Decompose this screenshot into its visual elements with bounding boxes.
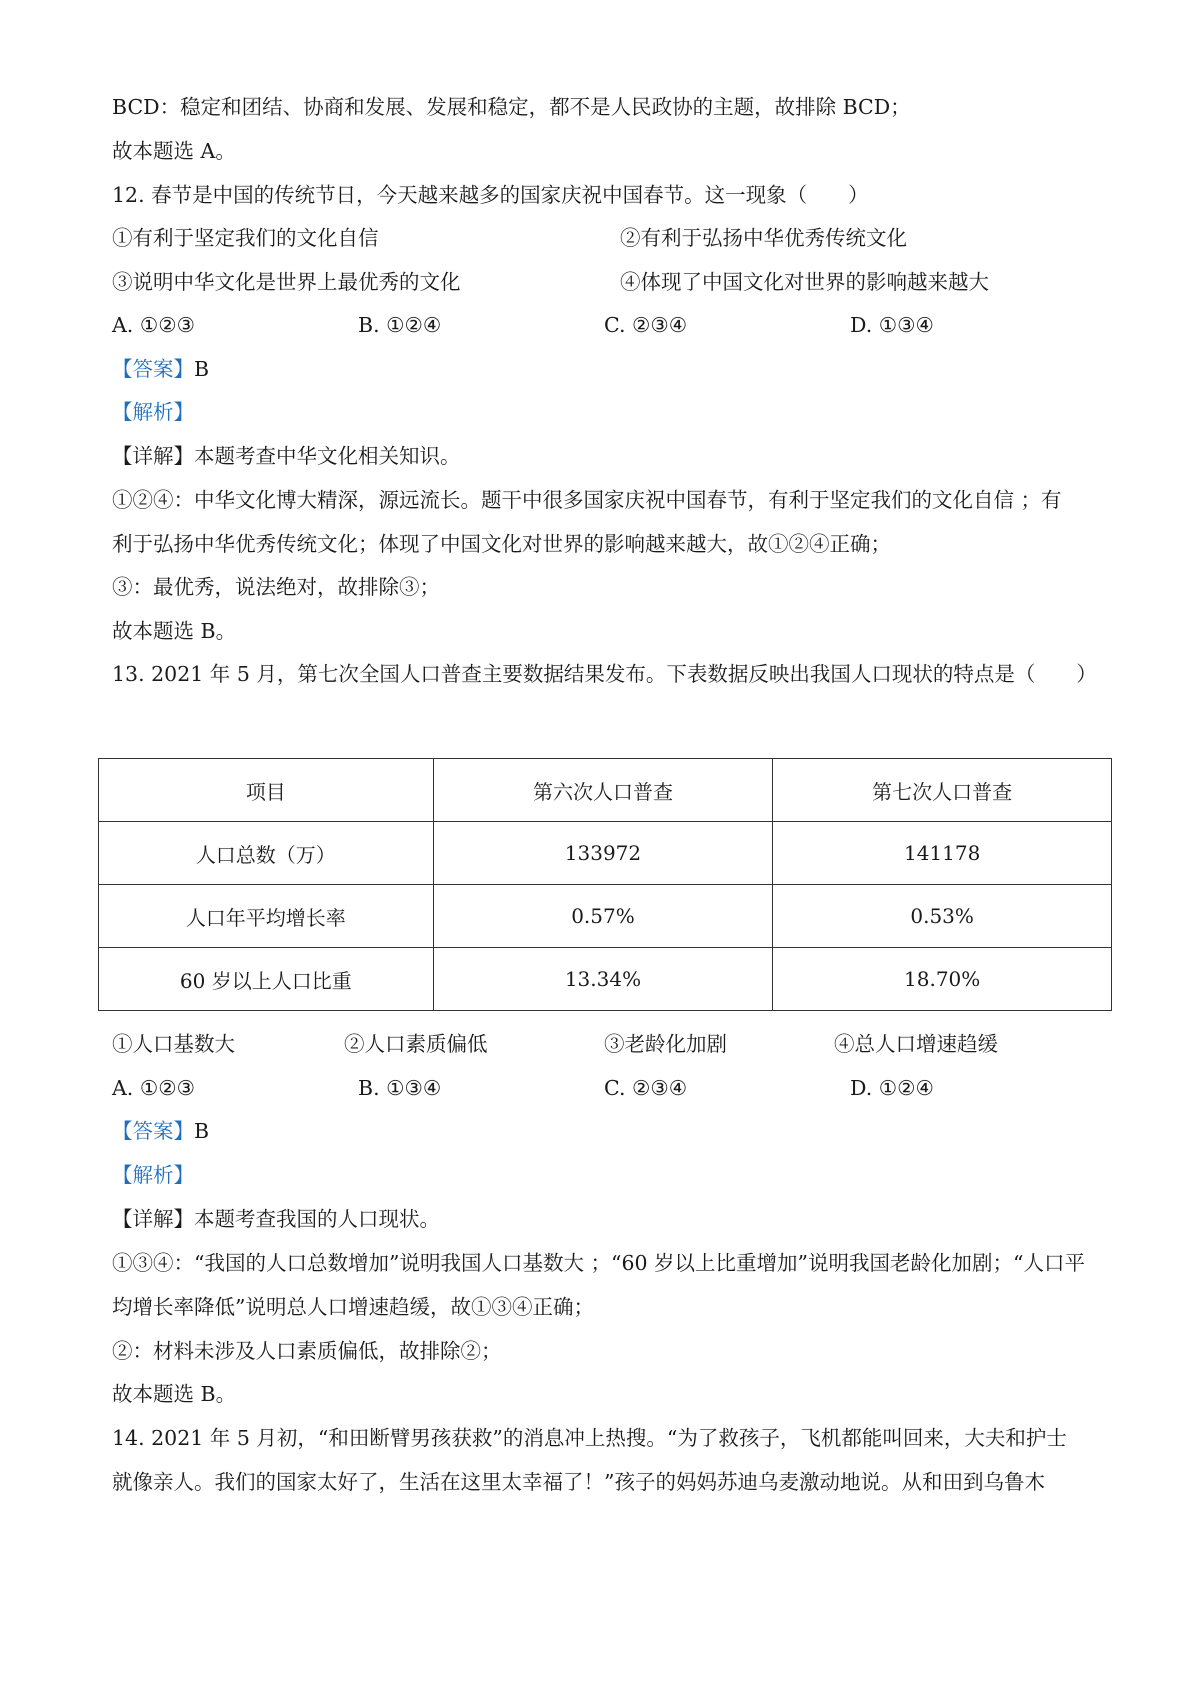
table-cell: 141178 bbox=[773, 822, 1112, 885]
table-cell: 人口总数（万） bbox=[99, 822, 434, 885]
q13-detail: 【详解】本题考查我国的人口现状。 bbox=[112, 1207, 440, 1231]
q12-answer bbox=[112, 355, 209, 383]
q12-statement-1: ①有利于坚定我们的文化自信 bbox=[112, 226, 379, 250]
q12-analysis-tag: 【解析】 bbox=[112, 400, 194, 424]
q13-statement-1: ①人口基数大 bbox=[112, 1032, 235, 1056]
q12-statement-2: ②有利于弘扬中华优秀传统文化 bbox=[620, 226, 907, 250]
q12-statement-4: ④体现了中国文化对世界的影响越来越大 bbox=[620, 270, 989, 294]
q13-statement-2: ②人口素质偏低 bbox=[344, 1032, 488, 1056]
q13-analysis-tag: 【解析】 bbox=[112, 1163, 194, 1187]
q12-explanation-line: ①②④：中华文化博大精深，源远流长。题干中很多国家庆祝中国春节，有利于坚定我们的文化自信 ；有 bbox=[112, 488, 1062, 512]
q13-explanation-line: 均增长率降低”说明总人口增速趋缓，故①③④正确； bbox=[112, 1295, 594, 1319]
table-cell: 133972 bbox=[433, 822, 773, 885]
q12-choice-c: C. ②③④ bbox=[604, 313, 688, 337]
question-13: 13. 2021 年 5 月，第七次全国人口普查主要数据结果发布。下表数据反映出我国人口现状的特点是（ ） bbox=[112, 662, 1097, 686]
table-cell: 13.34% bbox=[433, 948, 773, 1011]
q13-choice-d: D. ①②④ bbox=[850, 1076, 934, 1100]
q12-statement-3: ③说明中华文化是世界上最优秀的文化 bbox=[112, 270, 461, 294]
q13-answer bbox=[112, 1117, 209, 1145]
text-line: BCD：稳定和团结、协商和发展、发展和稳定，都不是人民政协的主题，故排除 BCD； bbox=[112, 95, 911, 119]
table-header-row bbox=[99, 759, 1112, 822]
q13-conclusion: 故本题选 B。 bbox=[112, 1382, 237, 1406]
answer-value: B bbox=[194, 1119, 210, 1143]
table-row bbox=[99, 948, 1112, 1011]
question-14-line: 就像亲人。我们的国家太好了，生活在这里太幸福了！”孩子的妈妈苏迪乌麦激动地说。从和田到乌鲁木 bbox=[112, 1470, 1045, 1494]
q13-statement-3: ③老龄化加剧 bbox=[604, 1032, 727, 1056]
q13-choice-c: C. ②③④ bbox=[604, 1076, 688, 1100]
q12-conclusion: 故本题选 B。 bbox=[112, 619, 237, 643]
table-header-cell: 第六次人口普查 bbox=[433, 759, 773, 822]
table-row bbox=[99, 822, 1112, 885]
table-cell: 0.53% bbox=[773, 885, 1112, 948]
q13-choice-b: B. ①③④ bbox=[358, 1076, 442, 1100]
q13-choice-a: A. ①②③ bbox=[112, 1076, 195, 1100]
table-header-cell: 第七次人口普查 bbox=[773, 759, 1112, 822]
table-header-cell: 项目 bbox=[99, 759, 434, 822]
question-12: 12. 春节是中国的传统节日，今天越来越多的国家庆祝中国春节。这一现象（ ） bbox=[112, 183, 869, 207]
answer-value: B bbox=[194, 357, 210, 381]
q13-statement-4: ④总人口增速趋缓 bbox=[834, 1032, 998, 1056]
q12-explanation-line: 利于弘扬中华优秀传统文化；体现了中国文化对世界的影响越来越大，故①②④正确； bbox=[112, 532, 891, 556]
table-cell: 人口年平均增长率 bbox=[99, 885, 434, 948]
q12-choice-b: B. ①②④ bbox=[358, 313, 442, 337]
question-14-line: 14. 2021 年 5 月初，“和田断臂男孩获救”的消息冲上热搜。“为了救孩子，飞机都能叫回来，大夫和护士 bbox=[112, 1426, 1067, 1450]
table-cell: 18.70% bbox=[773, 948, 1112, 1011]
q12-choice-a: A. ①②③ bbox=[112, 313, 195, 337]
table-row bbox=[99, 885, 1112, 948]
text-line: 故本题选 A。 bbox=[112, 139, 236, 163]
table-cell: 0.57% bbox=[433, 885, 773, 948]
table-cell: 60 岁以上人口比重 bbox=[99, 948, 434, 1011]
census-table bbox=[98, 758, 1112, 1011]
q12-explanation-line: ③：最优秀，说法绝对，故排除③； bbox=[112, 575, 440, 599]
answer-tag: 【答案】 bbox=[112, 357, 194, 381]
q13-explanation-line: ①③④：“我国的人口总数增加”说明我国人口基数大 ；“60 岁以上比重增加”说明我国老龄化加剧；“人口平 bbox=[112, 1251, 1086, 1275]
q13-explanation-line: ②：材料未涉及人口素质偏低，故排除②； bbox=[112, 1339, 502, 1363]
answer-tag: 【答案】 bbox=[112, 1119, 194, 1143]
q12-detail: 【详解】本题考查中华文化相关知识。 bbox=[112, 444, 461, 468]
q12-choice-d: D. ①③④ bbox=[850, 313, 934, 337]
